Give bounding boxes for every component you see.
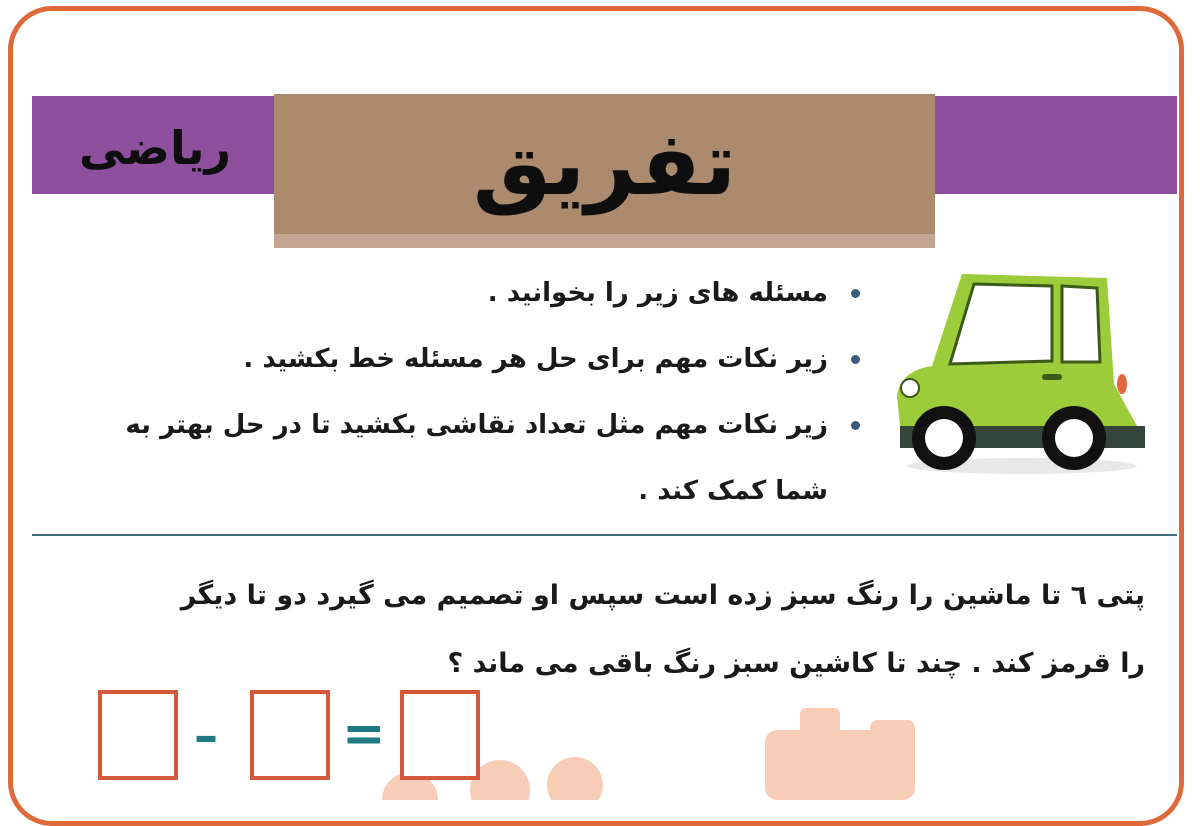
green-car-icon [892,266,1157,481]
title-card-shadow [274,234,935,248]
instruction-text: مسئله های زیر را بخوانید . [487,278,828,308]
answer-box-first[interactable] [98,690,178,780]
subject-label: ریاضی [78,121,231,175]
word-problem [145,562,1145,698]
title-card [274,94,935,234]
answer-box-second[interactable] [250,690,330,780]
equals-sign: = [342,704,386,764]
bullet-icon [851,289,860,298]
page-title: تفریق [472,112,737,215]
problem-line: را قرمز کند . چند تا کاشین سبز رنگ باقی می ماند ؟ [447,648,1145,679]
answer-equation [98,690,488,786]
bullet-icon [851,355,860,364]
answer-box-result[interactable] [400,690,480,780]
instruction-item [106,260,866,326]
problem-line: پتی ٦ تا ماشین را رنگ سبز زده است سپس او تصمیم می گیرد دو تا دیگر [180,580,1145,611]
instruction-list [106,260,866,524]
section-divider [32,534,1177,536]
instruction-text: زیر نکات مهم مثل تعداد نقاشی بکشید تا در حل بهتر به شما کمک کند . [125,410,828,506]
minus-sign: – [194,708,218,764]
instruction-item [106,326,866,392]
instruction-item [106,392,866,524]
instruction-text: زیر نکات مهم برای حل هر مسئله خط بکشید . [243,344,828,374]
bullet-icon [851,421,860,430]
